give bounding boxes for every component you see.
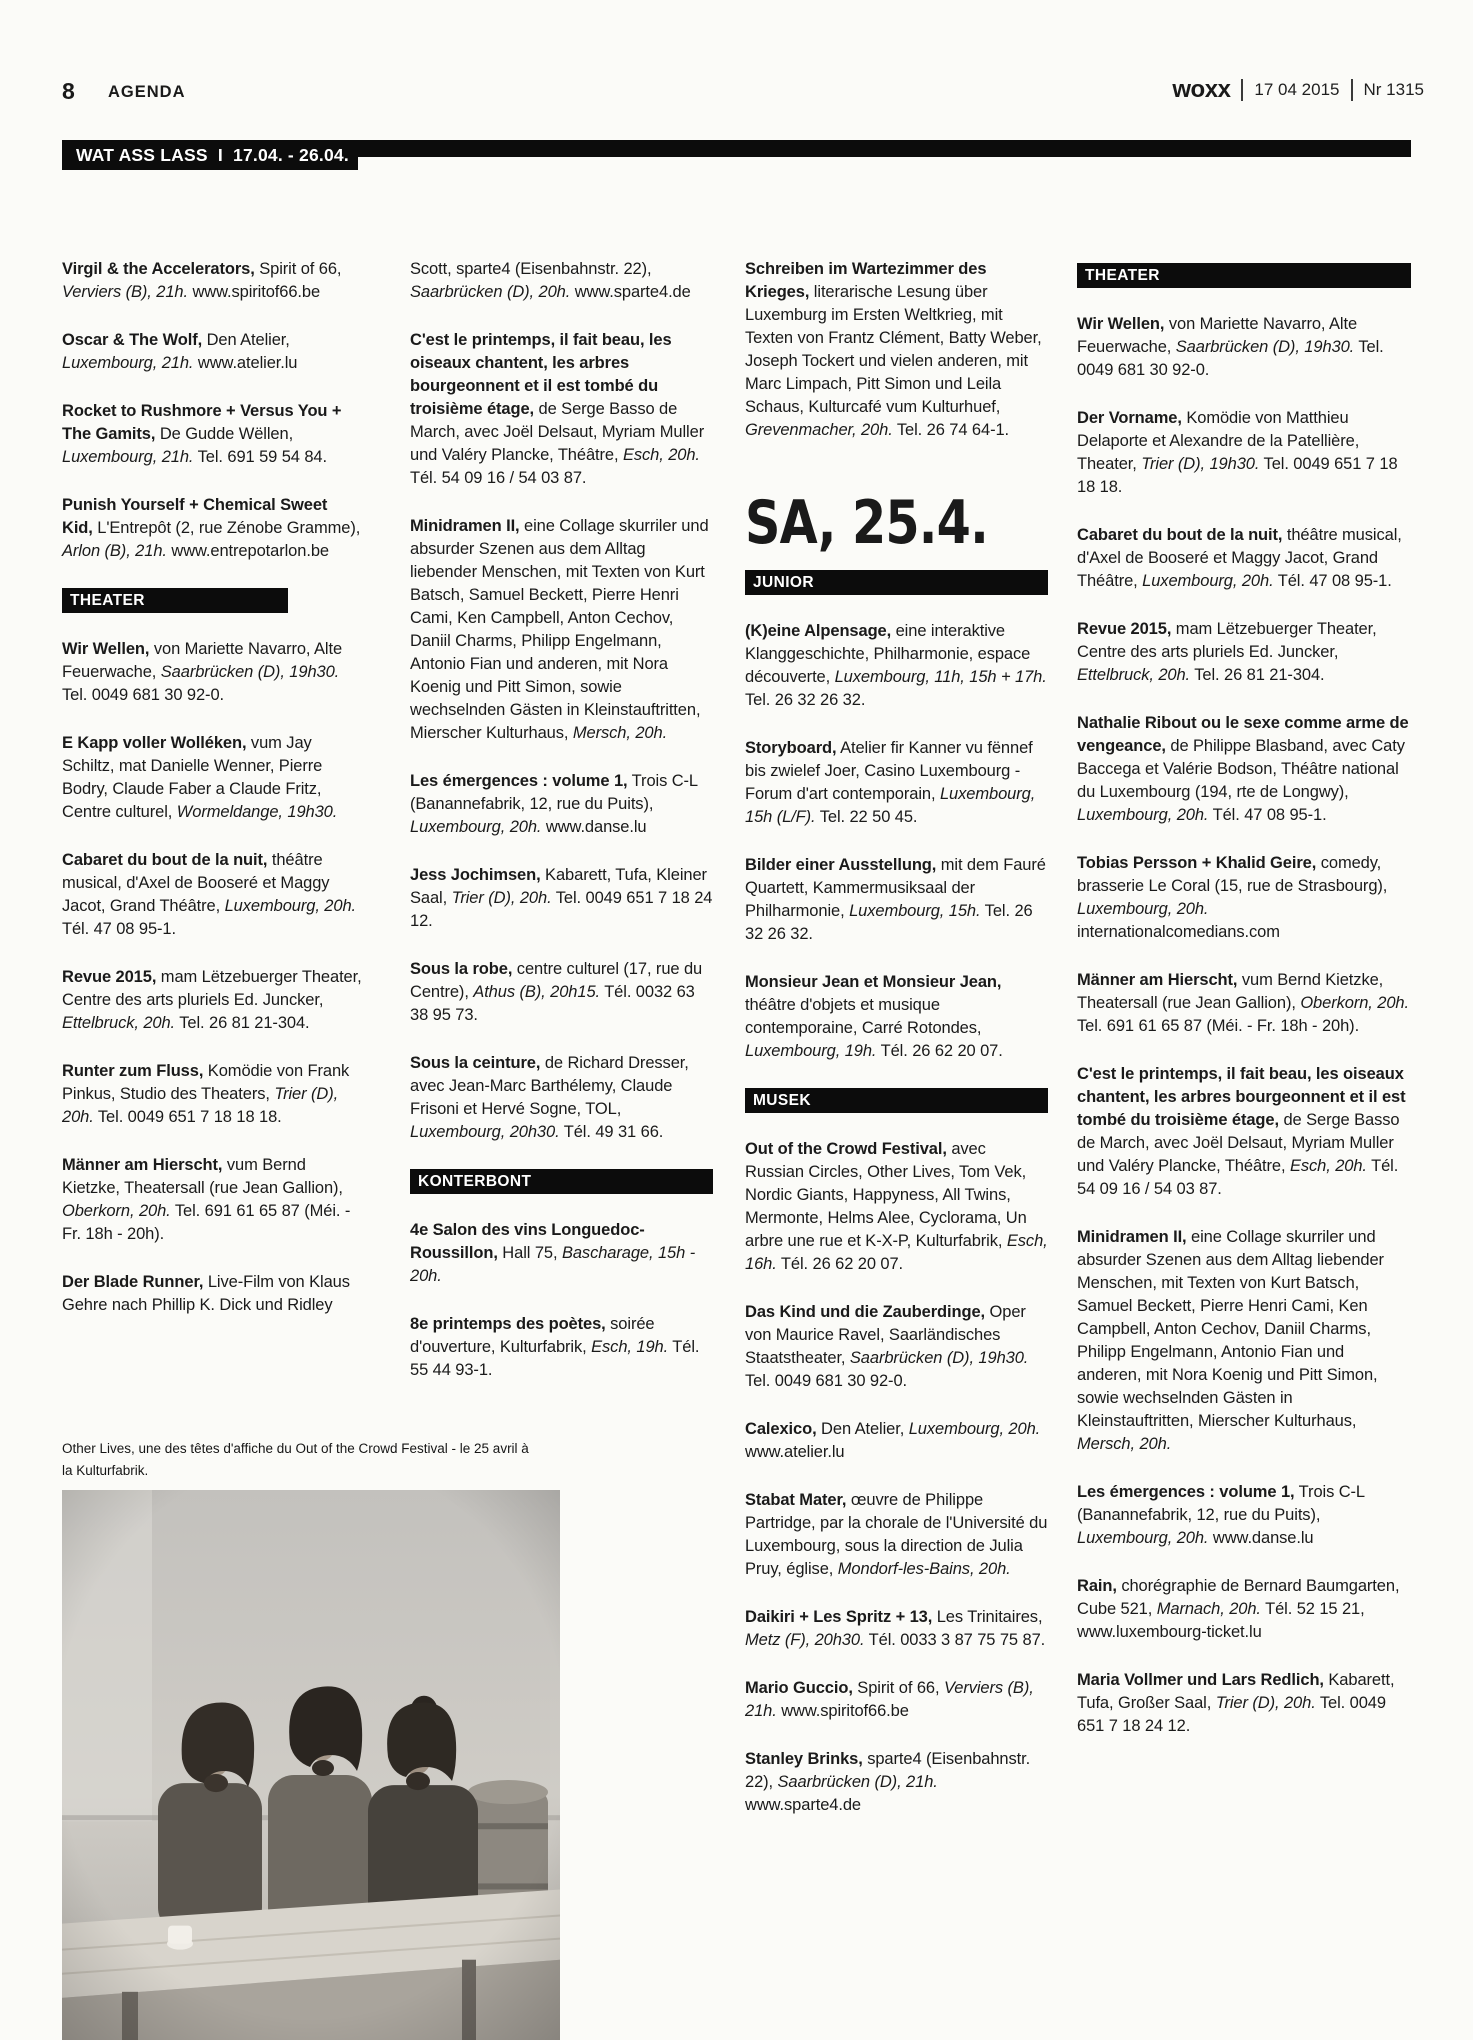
kicker-rule [358,140,1411,157]
section-header-theater: THEATER [1077,263,1411,288]
column-2 [410,258,713,1407]
event-entry: Oscar & The Wolf, Den Atelier, Luxembourg, 21h. www.atelier.lu [62,331,298,372]
day-heading: SA, 25.4. [745,488,988,558]
page-rubric: AGENDA [108,83,186,101]
event-entry: Cabaret du bout de la nuit, théâtre musical, d'Axel de Booseré et Maggy Jacot, Grand Théâtre, Luxembourg, 20h. Tél. 47 08 95-1. [62,851,357,938]
column-3 [745,258,1048,1842]
event-entry: Stanley Brinks, sparte4 (Eisenbahnstr. 22), Saarbrücken (D), 21h. www.sparte4.de [745,1750,1031,1814]
event-entry: 4e Salon des vins Longuedoc-Roussillon, Hall 75, Bascharage, 15h - 20h. [410,1221,696,1285]
event-entry: (K)eine Alpensage, eine interaktive Klanggeschichte, Philharmonie, espace découverte, Luxembourg, 11h, 15h + 17h. Tel. 26 32 26 32. [745,622,1047,709]
event-entry: Wir Wellen, von Mariette Navarro, Alte Feuerwache, Saarbrücken (D), 19h30. Tel. 0049 681 30 92-0. [62,640,343,704]
event-entry: Bilder einer Ausstellung, mit dem Fauré Quartett, Kammermusiksaal der Philharmonie, Luxembourg, 15h. Tel. 26 32 26 32. [745,856,1046,943]
event-entry: Mario Guccio, Spirit of 66, Verviers (B), 21h. www.spiritof66.be [745,1679,1034,1720]
event-entry: Männer am Hierscht, vum Bernd Kietzke, Theatersall (rue Jean Gallion), Oberkorn, 20h. Tel. 691 61 65 87 (Méi. - Fr. 18h - 20h). [1077,971,1409,1035]
event-entry: Tobias Persson + Khalid Geire, comedy, brasserie Le Coral (15, rue de Strasbourg), Luxembourg, 20h. internationalcomedians.com [1077,854,1388,941]
event-entry: Calexico, Den Atelier, Luxembourg, 20h. www.atelier.lu [745,1420,1041,1461]
event-entry: Nathalie Ribout ou le sexe comme arme de vengeance, de Philippe Blasband, avec Caty Baccega et Valérie Bodson, Théâtre national du Luxembourg (194, rte de Longwy), Luxembourg, 20h. Tél. 47 08 95-1. [1077,714,1409,824]
photo-other-lives [62,1490,560,2040]
section-header-theater: THEATER [62,588,288,613]
event-entry: Das Kind und die Zauberdinge, Oper von Maurice Ravel, Saarländisches Staatstheater, Saarbrücken (D), 19h30. Tel. 0049 681 30 92-0. [745,1303,1029,1390]
kicker: WAT ASS LASS I 17.04. - 26.04. [62,140,358,170]
event-entry: E Kapp voller Wolléken, vum Jay Schiltz, mat Danielle Wenner, Pierre Bodry, Claude Faber a Claude Fritz, Centre culturel, Wormeldange, 19h30. [62,734,338,821]
masthead-separator [1351,79,1353,101]
event-entry: Sous la robe, centre culturel (17, rue du Centre), Athus (B), 20h15. Tél. 0032 63 38 95 73. [410,960,703,1024]
event-entry: Der Blade Runner, Live-Film von Klaus Gehre nach Phillip K. Dick und Ridley [62,1273,350,1314]
event-entry: Rain, chorégraphie de Bernard Baumgarten, Cube 521, Marnach, 20h. Tél. 52 15 21, www.luxembourg-ticket.lu [1077,1577,1400,1641]
event-entry: Maria Vollmer und Lars Redlich, Kabarett, Tufa, Großer Saal, Trier (D), 20h. Tel. 0049 651 7 18 24 12. [1077,1671,1395,1735]
event-entry: Punish Yourself + Chemical Sweet Kid, L'Entrepôt (2, rue Zénobe Gramme), Arlon (B), 21h. www.entrepotarlon.be [62,496,361,560]
event-entry: Minidramen II, eine Collage skurriler und absurder Szenen aus dem Alltag liebender Menschen, mit Texten von Kurt Batsch, Samuel Beckett, Pierre Henri Cami, Ken Campbell, Anton Cechov, Daniil Charms, Philipp Engelmann, Antonio Fian und anderen, mit Nora Koenig und Pitt Simon, sowie wechselnden Gästen in Kleinstauftritten, Mierscher Kulturhaus, Mersch, 20h. [410,517,709,742]
event-entry: 8e printemps des poètes, soirée d'ouverture, Kulturfabrik, Esch, 19h. Tél. 55 44 93-1. [410,1315,700,1379]
event-entry: Storyboard, Atelier fir Kanner vu fënnef bis zwielef Joer, Casino Luxembourg - Forum d'art contemporain, Luxembourg, 15h (L/F). Tel. 22 50 45. [745,739,1036,826]
section-header-konterbont: KONTERBONT [410,1169,713,1194]
event-entry: Der Vorname, Komödie von Matthieu Delaporte et Alexandre de la Patellière, Theater, Trier (D), 19h30. Tel. 0049 651 7 18 18 18. [1077,409,1398,496]
column-4 [1077,263,1411,1763]
event-entry: C'est le printemps, il fait beau, les oiseaux chantent, les arbres bourgeonnent et il est tombé du troisième étage, de Serge Basso de March, avec Joël Delsaut, Myriam Muller und Valéry Plancke, Théâtre, Esch, 20h. Tél. 54 09 16 / 54 03 87. [410,331,705,487]
event-entry: Schreiben im Wartezimmer des Krieges, literarische Lesung über Luxemburg im Ersten Weltkrieg, mit Texten von Frantz Clément, Batty Weber, Joseph Tockert und vielen anderen, mit Marc Limpach, Pitt Simon und Leila Schaus, Kulturcafé vum Kulturhuef, Grevenmacher, 20h. Tel. 26 74 64-1. [745,260,1042,439]
event-entry: Daikiri + Les Spritz + 13, Les Trinitaires, Metz (F), 20h30. Tél. 0033 3 87 75 75 87. [745,1608,1046,1649]
event-entry: Stabat Mater, œuvre de Philippe Partridge, par la chorale de l'Université du Luxembourg, sous la direction de Julia Pruy, église, Mondorf-les-Bains, 20h. [745,1491,1048,1578]
masthead-separator [1241,79,1243,101]
event-entry: Rocket to Rushmore + Versus You + The Gamits, De Gudde Wëllen, Luxembourg, 21h. Tel. 691 59 54 84. [62,402,342,466]
event-entry: Minidramen II, eine Collage skurriler und absurder Szenen aus dem Alltag liebender Menschen, mit Texten von Kurt Batsch, Samuel Beckett, Pierre Henri Cami, Ken Campbell, Anton Cechov, Daniil Charms, Philipp Engelmann, Antonio Fian und anderen, mit Nora Koenig und Pitt Simon, sowie wechselnden Gästen in Kleinstauftritten, Mierscher Kulturhaus, Mersch, 20h. [1077,1228,1384,1453]
column-1 [62,258,362,1342]
event-entry: C'est le printemps, il fait beau, les oiseaux chantent, les arbres bourgeonnent et il est tombé du troisième étage, de Serge Basso de March, avec Joël Delsaut, Myriam Muller und Valéry Plancke, Théâtre, Esch, 20h. Tél. 54 09 16 / 54 03 87. [1077,1065,1406,1198]
event-entry: Wir Wellen, von Mariette Navarro, Alte Feuerwache, Saarbrücken (D), 19h30. Tel. 0049 681 30 92-0. [1077,315,1384,379]
event-entry: Les émergences : volume 1, Trois C-L (Banannefabrik, 12, rue du Puits), Luxembourg, 20h. www.danse.lu [1077,1483,1365,1547]
event-entry: Monsieur Jean et Monsieur Jean, théâtre d'objets et musique contemporaine, Carré Rotondes, Luxembourg, 19h. Tél. 26 62 20 07. [745,973,1003,1060]
event-entry: Les émergences : volume 1, Trois C-L (Banannefabrik, 12, rue du Puits), Luxembourg, 20h. www.danse.lu [410,772,698,836]
section-header-junior: JUNIOR [745,570,1048,595]
event-entry: Sous la ceinture, de Richard Dresser, avec Jean-Marc Barthélemy, Claude Frisoni et Hervé Sogne, TOL, Luxembourg, 20h30. Tél. 49 31 66. [410,1054,689,1141]
event-entry: Out of the Crowd Festival, avec Russian Circles, Other Lives, Tom Vek, Nordic Giants, Happyness, All Twins, Mermonte, Helms Alee, Cyclorama, Un arbre une rue et K-X-P, Kulturfabrik, Esch, 16h. Tél. 26 62 20 07. [745,1140,1048,1273]
event-entry: Virgil & the Accelerators, Spirit of 66, Verviers (B), 21h. www.spiritof66.be [62,260,342,301]
page-number: 8 [62,78,76,104]
brand-logo: woxx [1172,76,1231,103]
masthead [1172,76,1424,104]
issue-date: 17 04 2015 [1254,80,1340,99]
photo-caption: Other Lives, une des têtes d'affiche du Out of the Crowd Festival - le 25 avril à la Kulturfabrik. [62,1441,529,1478]
event-entry: Scott, sparte4 (Eisenbahnstr. 22), Saarbrücken (D), 20h. www.sparte4.de [410,260,691,301]
event-entry: Männer am Hierscht, vum Bernd Kietzke, Theatersall (rue Jean Gallion), Oberkorn, 20h. Tel. 691 61 65 87 (Méi. - Fr. 18h - 20h). [62,1156,351,1243]
event-entry: Runter zum Fluss, Komödie von Frank Pinkus, Studio des Theaters, Trier (D), 20h. Tel. 0049 651 7 18 18 18. [62,1062,350,1126]
event-entry: Revue 2015, mam Lëtzebuerger Theater, Centre des arts pluriels Ed. Juncker, Ettelbruck, 20h. Tel. 26 81 21-304. [62,968,362,1032]
event-entry: Cabaret du bout de la nuit, théâtre musical, d'Axel de Booseré et Maggy Jacot, Grand Théâtre, Luxembourg, 20h. Tél. 47 08 95-1. [1077,526,1402,590]
issue-number: Nr 1315 [1363,80,1424,99]
section-header-musek: MUSEK [745,1088,1048,1113]
event-entry: Revue 2015, mam Lëtzebuerger Theater, Centre des arts pluriels Ed. Juncker, Ettelbruck, 20h. Tel. 26 81 21-304. [1077,620,1377,684]
event-entry: Jess Jochimsen, Kabarett, Tufa, Kleiner Saal, Trier (D), 20h. Tel. 0049 651 7 18 24 12. [410,866,713,930]
